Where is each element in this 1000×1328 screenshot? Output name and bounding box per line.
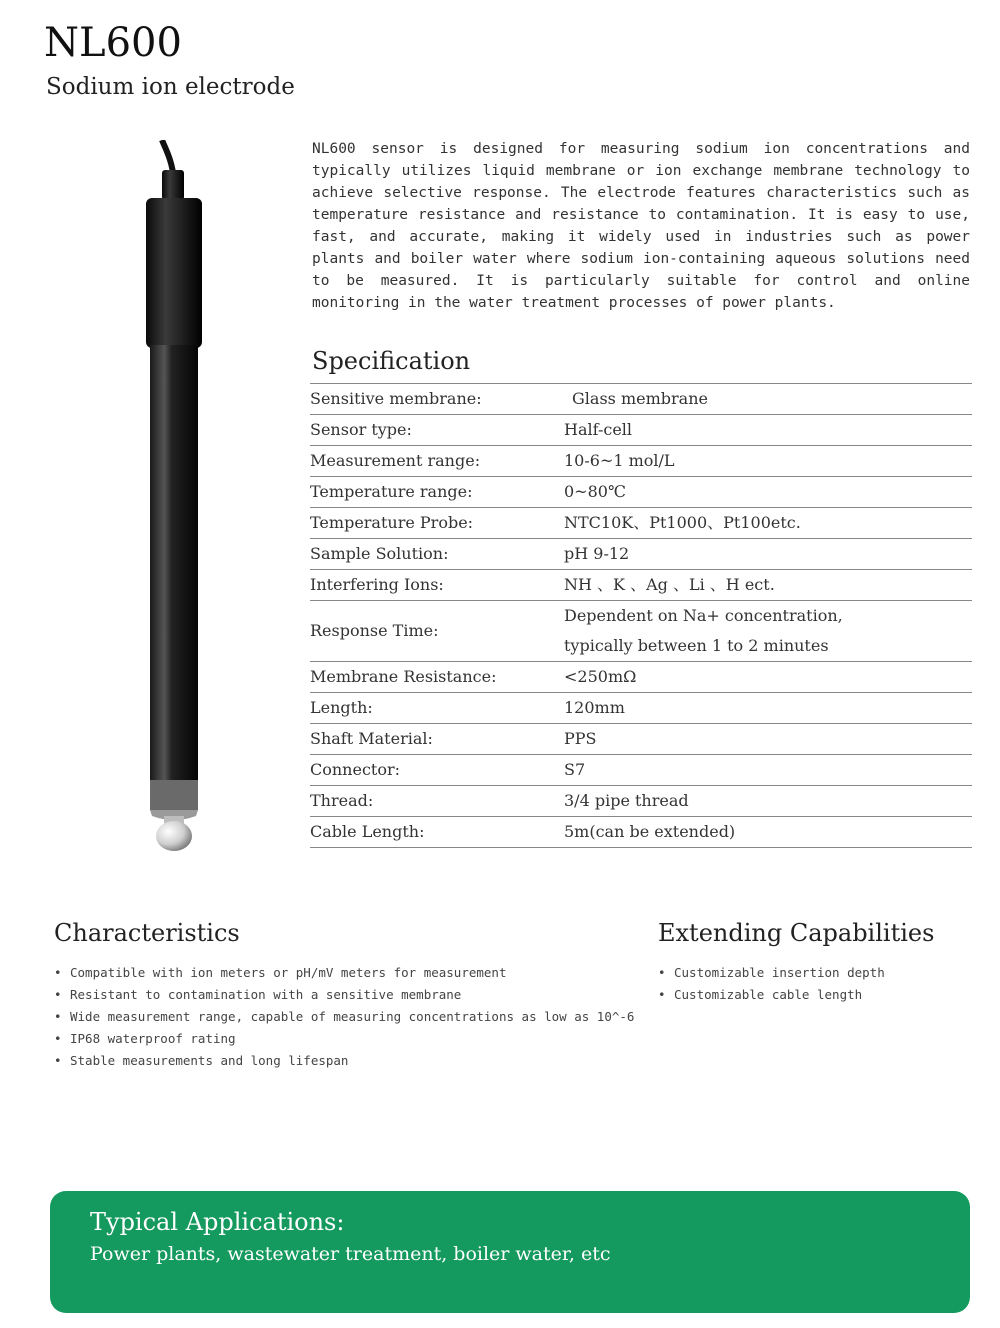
spec-label: Cable Length:: [310, 822, 425, 841]
spec-value-line: 0~80℃: [564, 482, 626, 501]
characteristics-list: [54, 962, 634, 1072]
spec-value: [564, 570, 972, 600]
list-item-text: Wide measurement range, capable of measuring concentrations as low as 10^-6: [70, 1009, 635, 1024]
spec-row: [310, 570, 972, 601]
list-item-text: Stable measurements and long lifespan: [70, 1053, 349, 1068]
spec-value: [564, 415, 972, 445]
typical-applications-text: Power plants, wastewater treatment, boiler water, etc: [90, 1243, 611, 1265]
spec-row: [310, 601, 972, 662]
spec-row: [310, 415, 972, 446]
spec-label: Measurement range:: [310, 451, 481, 470]
spec-value: [564, 601, 972, 661]
spec-value-line: NTC10K、Pt1000、Pt100etc.: [564, 513, 801, 532]
specification-heading: Specification: [312, 347, 471, 375]
spec-row: [310, 662, 972, 693]
list-item: [54, 1028, 634, 1050]
spec-label: Sensitive membrane:: [310, 389, 482, 408]
list-item: [658, 984, 885, 1006]
spec-value: [564, 755, 972, 785]
list-item-text: Compatible with ion meters or pH/mV meters for measurement: [70, 965, 507, 980]
bullet-icon: •: [54, 1009, 62, 1024]
spec-row: [310, 693, 972, 724]
spec-value-line: PPS: [564, 729, 597, 748]
spec-label: Shaft Material:: [310, 729, 433, 748]
list-item: [54, 1050, 634, 1072]
spec-row: [310, 539, 972, 570]
spec-label: Temperature Probe:: [310, 513, 474, 532]
spec-row: [310, 724, 972, 755]
spec-value: [564, 384, 972, 414]
bullet-icon: •: [54, 987, 62, 1002]
spec-row: [310, 755, 972, 786]
page-subtitle: Sodium ion electrode: [46, 74, 295, 100]
spec-value-line: 120mm: [564, 698, 625, 717]
spec-value: [564, 539, 972, 569]
spec-row: [310, 817, 972, 848]
spec-label: Response Time:: [310, 621, 439, 640]
spec-label: Sample Solution:: [310, 544, 449, 563]
electrode-product-image: [140, 140, 220, 860]
list-item-text: Resistant to contamination with a sensitive membrane: [70, 987, 462, 1002]
specification-table: [310, 383, 972, 848]
spec-row: [310, 786, 972, 817]
spec-value: [564, 446, 972, 476]
bullet-icon: •: [658, 965, 666, 980]
spec-label: Connector:: [310, 760, 401, 779]
extending-capabilities-heading: Extending Capabilities: [658, 919, 935, 947]
spec-value: [564, 786, 972, 816]
spec-value-line: typically between 1 to 2 minutes: [564, 636, 829, 655]
spec-value-line: S7: [564, 760, 586, 779]
spec-value-line: 5m(can be extended): [564, 822, 736, 841]
characteristics-heading: Characteristics: [54, 919, 240, 947]
list-item-text: Customizable cable length: [674, 987, 863, 1002]
spec-value-line: Dependent on Na+ concentration,: [564, 606, 843, 625]
spec-value: [564, 477, 972, 507]
extending-capabilities-list: [658, 962, 885, 1006]
spec-value: [564, 724, 972, 754]
spec-label: Thread:: [310, 791, 374, 810]
spec-row: [310, 446, 972, 477]
spec-value: [564, 693, 972, 723]
product-description: NL600 sensor is designed for measuring sodium ion concentrations and typically utilizes liquid membrane or ion exchange membrane technology to achieve selective response. The electrode features characteristics such as temperature resistance and resistance to contamination. It is easy to use, fast, and accurate, making it widely used in industries such as power plants and boiler water where sodium ion-containing aqueous solutions need to be measured. It is particularly suitable for control and online monitoring in the water treatment processes of power plants.: [312, 141, 970, 311]
bullet-icon: •: [54, 1053, 62, 1068]
list-item-text: Customizable insertion depth: [674, 965, 885, 980]
spec-value-line: Half-cell: [564, 420, 633, 439]
typical-applications-banner: [50, 1191, 970, 1313]
spec-value-line: 10-6~1 mol/L: [564, 451, 675, 470]
spec-value: [564, 508, 972, 538]
spec-value-line: 3/4 pipe thread: [564, 791, 689, 810]
spec-label: Temperature range:: [310, 482, 473, 501]
spec-row: [310, 477, 972, 508]
typical-applications-heading: Typical Applications:: [90, 1208, 345, 1236]
list-item: [54, 984, 634, 1006]
bullet-icon: •: [658, 987, 666, 1002]
spec-value: [564, 662, 972, 692]
spec-value-line: NH 、K 、Ag 、Li 、H ect.: [564, 575, 775, 594]
bullet-icon: •: [54, 965, 62, 980]
spec-value-line: Glass membrane: [572, 389, 708, 408]
list-item-text: IP68 waterproof rating: [70, 1031, 236, 1046]
spec-label: Interfering Ions:: [310, 575, 444, 594]
bullet-icon: •: [54, 1031, 62, 1046]
list-item: [54, 962, 634, 984]
spec-row: [310, 384, 972, 415]
spec-row: [310, 508, 972, 539]
page-title: NL600: [44, 20, 182, 66]
spec-label: Length:: [310, 698, 373, 717]
spec-label: Sensor type:: [310, 420, 412, 439]
list-item: [658, 962, 885, 984]
spec-value-line: <250mΩ: [564, 667, 637, 686]
spec-value-line: pH 9-12: [564, 544, 630, 563]
list-item: [54, 1006, 634, 1028]
spec-value: [564, 817, 972, 847]
spec-label: Membrane Resistance:: [310, 667, 497, 686]
